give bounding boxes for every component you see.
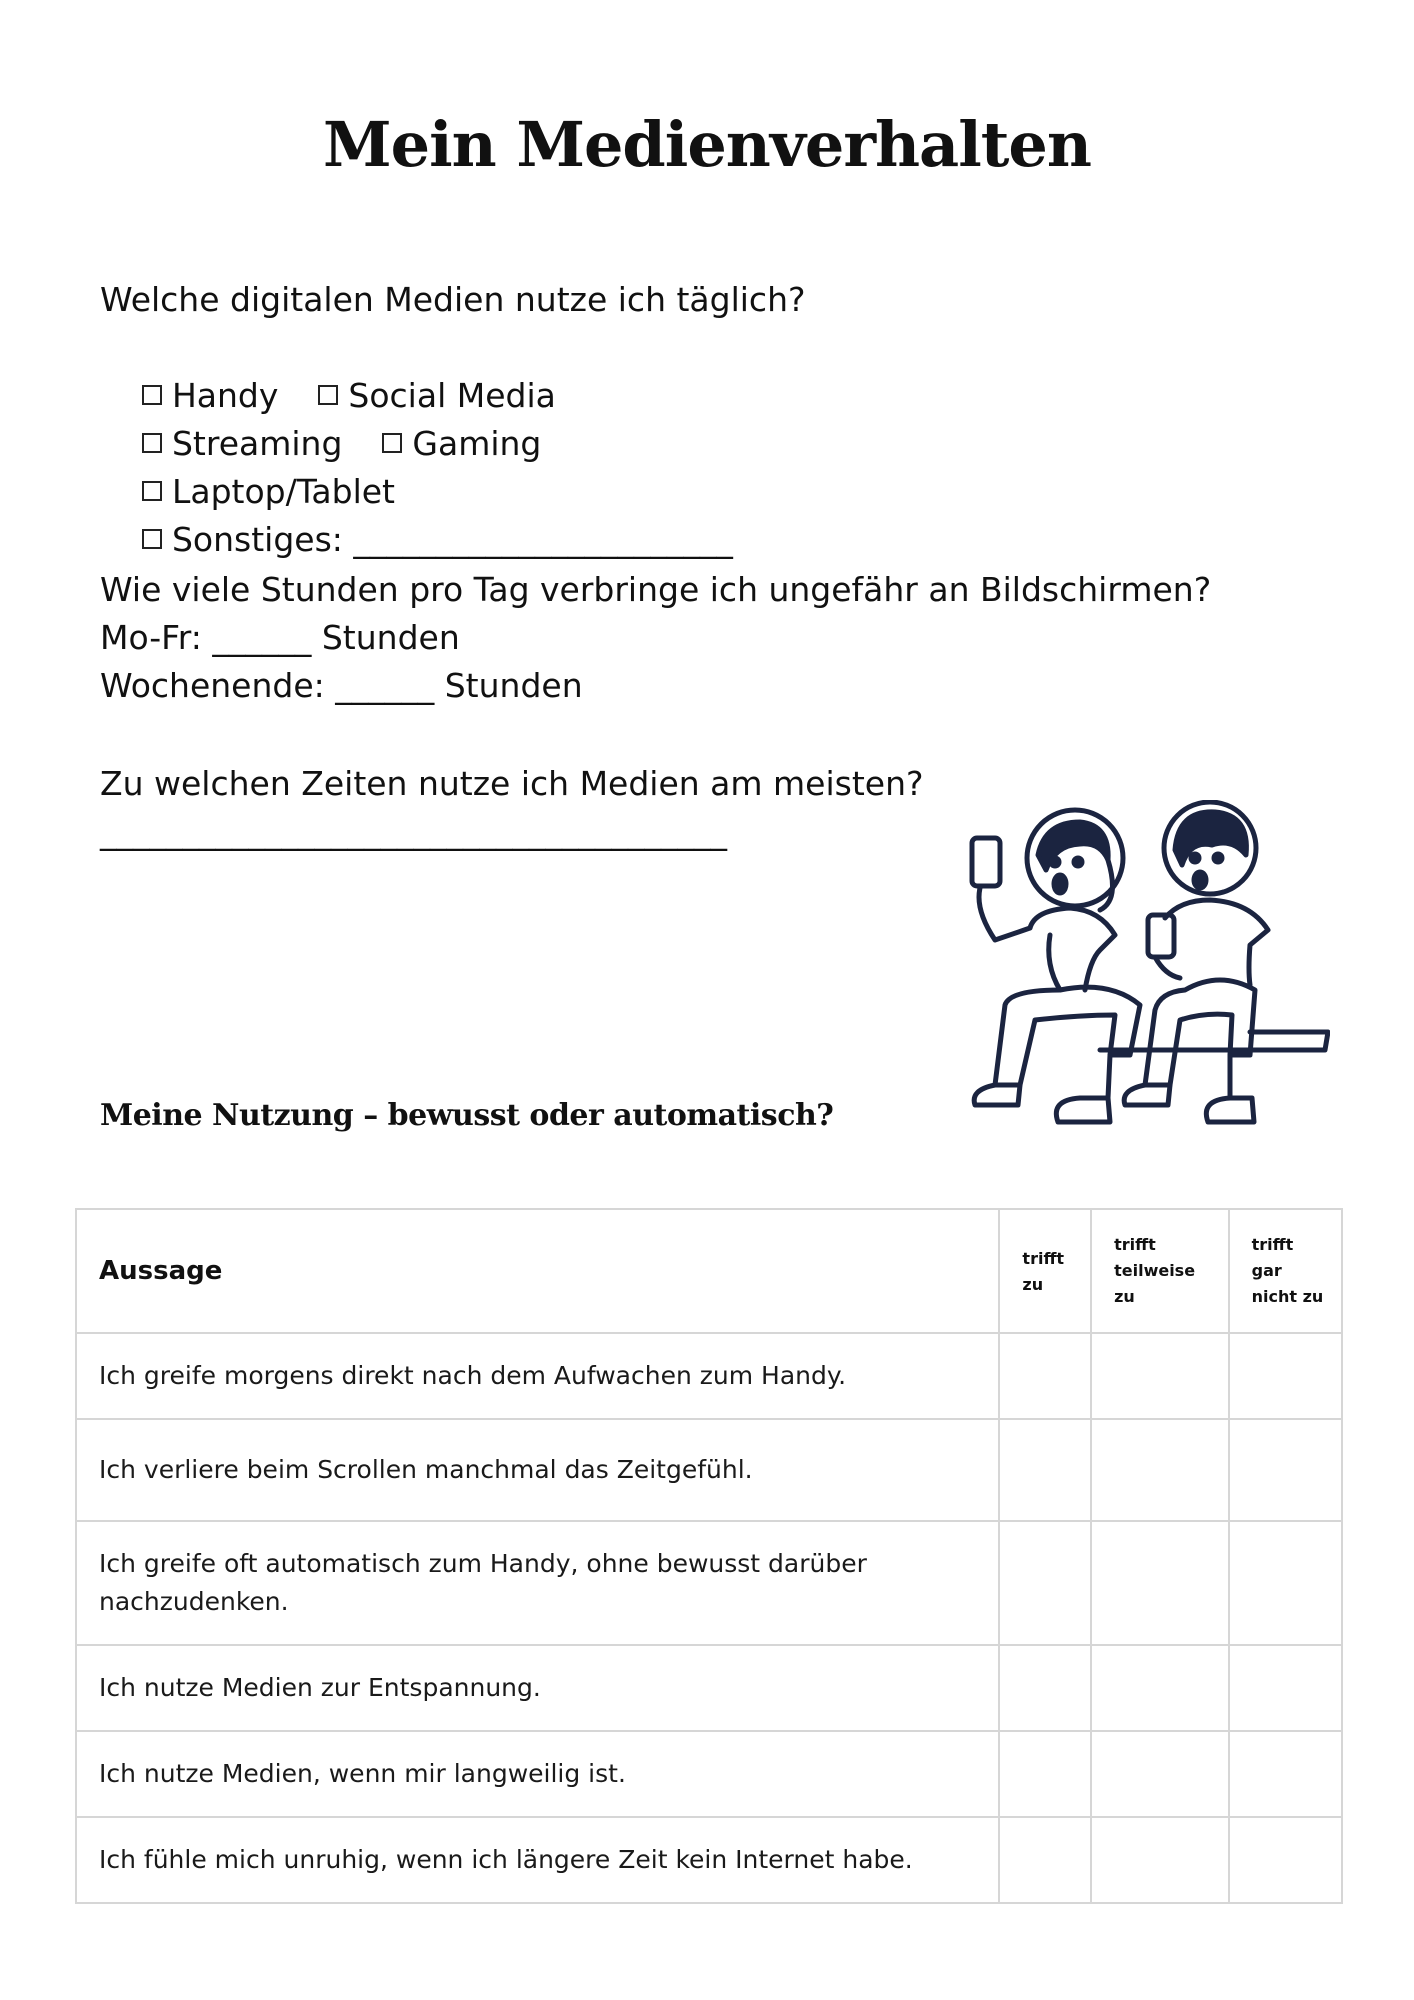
answer-cell-gar-nicht[interactable] [1229,1817,1342,1903]
answer-cell-teilweise[interactable] [1091,1419,1229,1521]
answer-cell-teilweise[interactable] [1091,1731,1229,1817]
checkbox-sonstiges[interactable] [142,520,733,559]
option-laptop-tablet-label: Laptop/Tablet [171,472,395,511]
option-sonstiges-label: Sonstiges: _______________________ [171,520,733,559]
column-header-trifft-teilweise-zu: trifft teilweise zu [1091,1209,1229,1333]
statement-cell: Ich nutze Medien, wenn mir langweilig ist. [76,1731,999,1817]
table-row [76,1419,1342,1521]
media-question: Welche digitalen Medien nutze ich täglich? [100,280,806,319]
answer-cell-teilweise[interactable] [1091,1645,1229,1731]
answer-cell-trifft-zu[interactable] [999,1817,1091,1903]
statement-cell: Ich verliere beim Scrollen manchmal das Zeitgefühl. [76,1419,999,1521]
answer-cell-trifft-zu[interactable] [999,1731,1091,1817]
media-question-block [100,276,806,559]
column-header-trifft-zu: trifft zu [999,1209,1091,1333]
answer-cell-teilweise[interactable] [1091,1817,1229,1903]
checkbox-gaming[interactable] [382,424,541,463]
usage-times-question: Zu welchen Zeiten nutze ich Medien am meisten? [100,764,924,803]
option-handy-label: Handy [171,376,279,415]
answer-cell-teilweise[interactable] [1091,1521,1229,1645]
answer-cell-trifft-zu[interactable] [999,1333,1091,1419]
checkbox-handy[interactable] [142,376,278,415]
statement-cell: Ich greife morgens direkt nach dem Aufwachen zum Handy. [76,1333,999,1419]
checkbox-streaming[interactable] [142,424,342,463]
statement-cell: Ich fühle mich unruhig, wenn ich längere Zeit kein Internet habe. [76,1817,999,1903]
answer-cell-gar-nicht[interactable] [1229,1645,1342,1731]
table-row [76,1645,1342,1731]
answer-cell-trifft-zu[interactable] [999,1645,1091,1731]
usage-times-block [100,760,924,856]
table-row [76,1333,1342,1419]
option-gaming-label: Gaming [412,424,542,463]
section-heading: Meine Nutzung – bewusst oder automatisch? [100,1098,834,1133]
answer-cell-gar-nicht[interactable] [1229,1333,1342,1419]
screen-time-block [100,566,1211,710]
option-social-media-label: Social Media [348,376,556,415]
answer-cell-gar-nicht[interactable] [1229,1731,1342,1817]
table-header-row [76,1209,1342,1333]
page-title: Mein Medienverhalten [323,108,1091,181]
option-streaming-label: Streaming [171,424,343,463]
usage-times-answer-line[interactable]: ______________________________________ [100,812,727,851]
table-row [76,1521,1342,1645]
weekday-hours-field[interactable]: Mo-Fr: ______ Stunden [100,618,460,657]
answer-cell-teilweise[interactable] [1091,1333,1229,1419]
answer-cell-trifft-zu[interactable] [999,1521,1091,1645]
answer-cell-trifft-zu[interactable] [999,1419,1091,1521]
statement-cell: Ich nutze Medien zur Entspannung. [76,1645,999,1731]
self-assessment-table [75,1208,1343,1904]
table-row [76,1817,1342,1903]
checkbox-social-media[interactable] [318,376,555,415]
column-header-trifft-gar-nicht-zu: trifft gar nicht zu [1229,1209,1342,1333]
checkbox-laptop-tablet[interactable] [142,472,395,511]
answer-cell-gar-nicht[interactable] [1229,1521,1342,1645]
two-kids-with-phone-illustration [950,800,1330,1140]
table-row [76,1731,1342,1817]
screen-time-question: Wie viele Stunden pro Tag verbringe ich ungefähr an Bildschirmen? [100,570,1212,609]
column-header-aussage: Aussage [76,1209,999,1333]
answer-cell-gar-nicht[interactable] [1229,1419,1342,1521]
weekend-hours-field[interactable]: Wochenende: ______ Stunden [100,666,583,705]
statement-cell: Ich greife oft automatisch zum Handy, ohne bewusst darüber nachzudenken. [76,1521,999,1645]
